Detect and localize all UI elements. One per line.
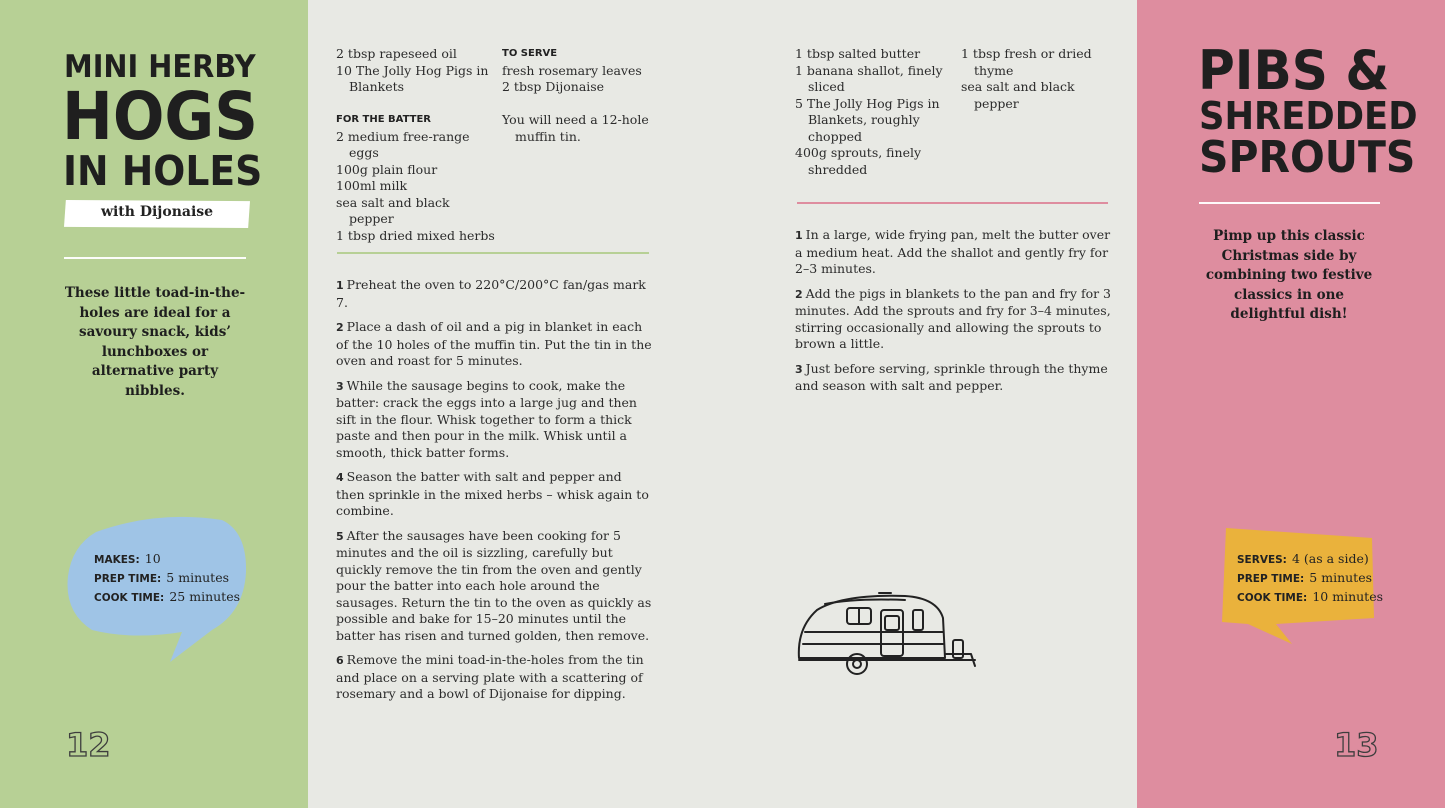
title-divider [1199, 202, 1380, 204]
method-step: 6 Remove the mini toad-in-the-holes from the tin and place on a serving plate with a scattering of rosemary and a bowl of Dijonaise for dipping. [336, 652, 644, 701]
batter-heading: FOR THE BATTER [336, 114, 432, 125]
ingredient-item: 5 The Jolly Hog Pigs in Blankets, roughly chopped [795, 95, 940, 144]
title-divider [64, 257, 246, 259]
ingredient-item: 100ml milk [336, 178, 408, 193]
ingredient-item: fresh rosemary leaves [502, 62, 642, 78]
prep-time-row: PREP TIME: 5 minutes [94, 570, 230, 585]
method-step: 3 While the sausage begins to cook, make the batter: crack the eggs into a large jug and then sift in the flour. Whisk together to form a thick paste and then pour in the milk. Whisk until a smooth, thick batter forms. [336, 377, 637, 460]
ingredient-item: 2 tbsp rapeseed oil [336, 46, 457, 61]
recipe-title-line3: SPROUTS [1199, 132, 1416, 183]
ingredients-column-3 [795, 46, 955, 178]
ingredient-item: 1 tbsp dried mixed herbs [336, 227, 495, 243]
recipe-subtitle: with Dijonaise [100, 204, 214, 220]
ingredient-item: 2 medium free-range eggs [336, 128, 470, 160]
method-step: 5 After the sausages have been cooking for 5 minutes and the oil is sizzling, carefully but quickly remove the tin from the oven and gently pour the batter into each hole around the sausages. Return the tin to the oven as quickly as possible and bake for 15–20 minutes until the batter has risen and turned golden, then remove. [336, 527, 652, 643]
recipe-intro: These little toad-in-the-holes are ideal for a savoury snack, kids’ lunchboxes or alternative party nibbles. [64, 285, 246, 399]
method-steps-left [336, 277, 654, 711]
cook-time-row: COOK TIME: 10 minutes [1237, 589, 1384, 604]
makes-row: MAKES: 10 [94, 551, 161, 566]
method-step: 4 Season the batter with salt and pepper and then sprinkle in the mixed herbs – whisk again to combine. [336, 469, 649, 518]
method-steps-right [795, 227, 1113, 403]
recipe-title-line1: MINI HERBY [64, 49, 256, 85]
ingredient-item: 2 tbsp Dijonaise [502, 79, 605, 94]
recipe-title-line3: IN HOLES [63, 147, 263, 195]
ingredients-column-2 [502, 46, 652, 145]
prep-time-row: PREP TIME: 5 minutes [1237, 570, 1373, 585]
ingredient-item: 100g plain flour [336, 161, 438, 177]
serves-row: SERVES: 4 (as a side) [1237, 551, 1369, 566]
serve-heading: TO SERVE [502, 48, 558, 59]
section-divider [337, 252, 649, 254]
ingredient-item: 1 tbsp salted butter [795, 46, 921, 61]
method-step: 1 Preheat the oven to 220°C/200°C fan/gas mark 7. [336, 277, 646, 310]
ingredients-column-4 [961, 46, 1121, 112]
cook-time-row: COOK TIME: 25 minutes [94, 589, 241, 604]
section-divider [797, 202, 1108, 204]
ingredient-item: 10 The Jolly Hog Pigs in Blankets [336, 62, 489, 94]
method-step: 3 Just before serving, sprinkle through the thyme and season with salt and pepper. [795, 360, 1108, 393]
page-number-left: 12 [66, 726, 111, 764]
ingredient-item: 400g sprouts, finely shredded [795, 145, 922, 177]
method-step: 1 In a large, wide frying pan, melt the butter over a medium heat. Add the shallot and gently fry for 2–3 minutes. [795, 227, 1111, 276]
ingredient-item: sea salt and black pepper [336, 194, 450, 226]
caravan-illustration [795, 588, 981, 680]
ingredient-item: 1 tbsp fresh or dried thyme [961, 46, 1092, 78]
ingredient-item: 1 banana shallot, finely sliced [795, 62, 943, 94]
recipe-intro: Pimp up this classic Christmas side by combining two festive classics in one delightful dish! [1205, 228, 1373, 322]
page-number-right: 13 [1334, 726, 1379, 764]
ingredient-item: sea salt and black pepper [961, 79, 1075, 111]
ingredients-column-1 [336, 46, 496, 244]
recipe-title-line2: SHREDDED [1199, 94, 1418, 138]
recipe-title-line1: PIBS & [1198, 39, 1390, 102]
method-step: 2 Add the pigs in blankets to the pan and fry for 3 minutes. Add the sprouts and fry for 3–4 minutes, stirring occasionally and allowing the sprouts to brown a little. [795, 285, 1112, 351]
equipment-note: You will need a 12-hole muffin tin. [502, 112, 649, 144]
recipe-title-line2: HOGS [62, 78, 259, 155]
method-step: 2 Place a dash of oil and a pig in blanket in each of the 10 holes of the muffin tin. Put the tin in the oven and roast for 5 minutes. [336, 319, 652, 368]
